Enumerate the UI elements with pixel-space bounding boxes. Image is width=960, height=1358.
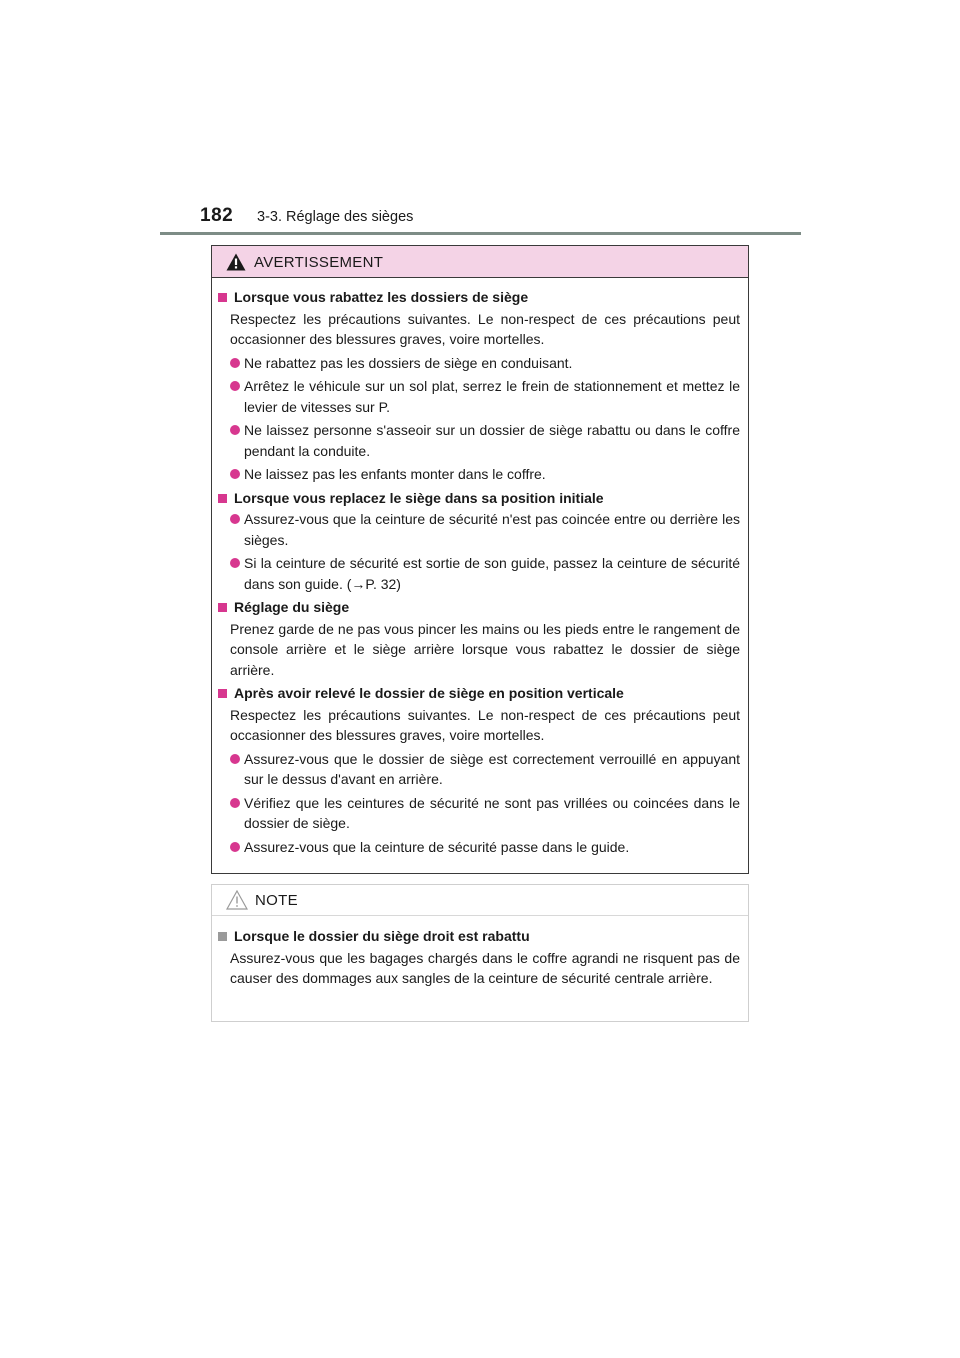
section-heading: Réglage du siège [218, 597, 740, 618]
bullet-dot-icon [230, 754, 240, 764]
paragraph: Respectez les précautions suivantes. Le non-respect de ces précautions peut occasionner des blessures graves, voire mortelles. [230, 706, 740, 743]
paragraph: Assurez-vous que les bagages chargés dans le coffre agrandi ne risquent pas de causer des dommages aux sangles de la ceinture de sécurité centrale arrière. [230, 949, 740, 986]
paragraph: Respectez les précautions suivantes. Le non-respect de ces précautions peut occasionner des blessures graves, voire mortelles. [230, 310, 740, 347]
bullet-dot-icon [230, 798, 240, 808]
bullet-dot-icon [230, 514, 240, 524]
bullet-dot-icon [230, 358, 240, 368]
header-rule [160, 232, 801, 235]
note-label: NOTE [255, 892, 298, 909]
note-box [211, 884, 749, 1022]
bullet-dot-icon [230, 381, 240, 391]
square-bullet-icon [218, 494, 227, 503]
list-item: Ne laissez pas les enfants monter dans le coffre. [218, 464, 740, 485]
list-item: Assurez-vous que la ceinture de sécurité passe dans le guide. [218, 837, 740, 858]
section-heading: Lorsque vous replacez le siège dans sa position initiale [218, 488, 740, 509]
warning-box [211, 245, 749, 874]
list-item: Ne laissez personne s'asseoir sur un dossier de siège rabattu ou dans le coffre pendant la conduite. [218, 420, 740, 461]
list-item: Assurez-vous que la ceinture de sécurité n'est pas coincée entre ou derrière les sièges. [218, 509, 740, 550]
warning-header [212, 246, 748, 278]
caution-triangle-outline-icon [226, 890, 248, 910]
note-header [212, 885, 748, 916]
page-header [200, 203, 810, 231]
list-item: Assurez-vous que le dossier de siège est correctement verrouillé en appuyant sur le dessus d'avant en arrière. [218, 749, 740, 790]
section-title: 3-3. Réglage des sièges [257, 209, 414, 225]
square-bullet-icon [218, 689, 227, 698]
bullet-dot-icon [230, 425, 240, 435]
section-heading: Lorsque le dossier du siège droit est rabattu [218, 926, 740, 947]
square-bullet-icon [218, 293, 227, 302]
page-number: 182 [200, 205, 234, 226]
bullet-dot-icon [230, 842, 240, 852]
warning-triangle-icon [226, 253, 246, 271]
list-item: Si la ceinture de sécurité est sortie de son guide, passez la ceinture de sécurité dans son guide. (→P. 32) [218, 553, 740, 594]
list-item: Ne rabattez pas les dossiers de siège en conduisant. [218, 353, 740, 374]
square-bullet-icon [218, 932, 227, 941]
square-bullet-icon [218, 603, 227, 612]
bullet-dot-icon [230, 558, 240, 568]
list-item: Arrêtez le véhicule sur un sol plat, serrez le frein de stationnement et mettez le levier de vitesses sur P. [218, 376, 740, 417]
warning-label: AVERTISSEMENT [254, 254, 384, 271]
section-heading: Lorsque vous rabattez les dossiers de siège [218, 287, 740, 308]
paragraph: Prenez garde de ne pas vous pincer les mains ou les pieds entre le rangement de console arrière et le siège arrière lorsque vous rabattez le dossier de siège arrière. [230, 620, 740, 678]
bullet-dot-icon [230, 469, 240, 479]
section-heading: Après avoir relevé le dossier de siège en position verticale [218, 683, 740, 704]
list-item: Vérifiez que les ceintures de sécurité ne sont pas vrillées ou coincées dans le dossier de siège. [218, 793, 740, 834]
